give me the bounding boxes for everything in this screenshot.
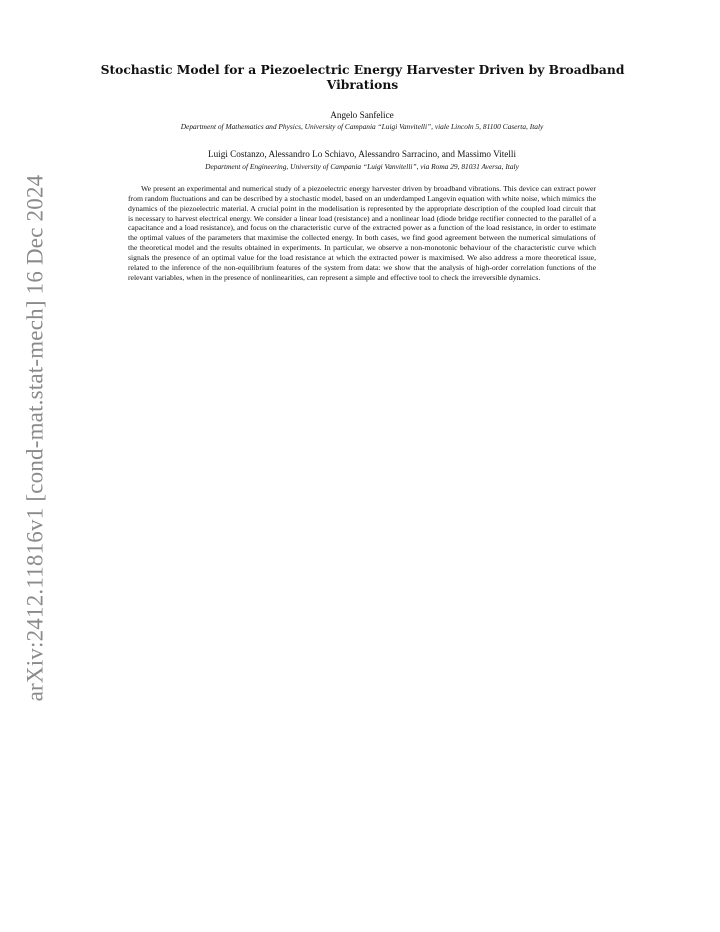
abstract: We present an experimental and numerical study of a piezoelectric energy harvester driven by broadband vibrations. This device can extract power from random fluctuations and can be described by a stochastic model, based on an underdamped Langevin equation with white noise, which mimics the dynamics of the piezoelectric material. A crucial point in the modelisation is represented by the appropriate description of the coupled load circuit that is necessary to harvest electrical energy. We consider a linear load (resistance) and a nonlinear load (diode bridge rectifier connected to the parallel of a capacitance and a load resistance), and focus on the characteristic curve of the extracted power as a function of the load resistance, in order to estimate the optimal values of the parameters that maximise the collected energy. In both cases, we find good agreement between the numerical simulations of the theoretical model and the results obtained in experiments. In particular, we observe a non-monotonic behaviour of the characteristic curve which signals the presence of an optimal value for the load resistance at which the extracted power is maximised. We also address a more theoretical issue, related to the inference of the non-equilibrium features of the system from data: we show that the analysis of high-order correlation functions of the relevant variables, when in the presence of nonlinearities, can represent a simple and effective tool to check the irreversible dynamics. — [128, 184, 596, 282]
affiliation-2: Department of Engineering, University of Campania “Luigi Vanvitelli”, via Roma 29, 81031 Aversa, Italy — [205, 162, 519, 171]
author-group-2: Luigi Costanzo, Alessandro Lo Schiavo, Alessandro Sarracino, and Massimo Vitelli — [207, 149, 517, 159]
author-group-1: Angelo Sanfelice — [330, 110, 394, 120]
arxiv-identifier-stamp — [20, 174, 50, 702]
affiliation-1: Department of Mathematics and Physics, University of Campania “Luigi Vanvitelli”, viale Lincoln 5, 81100 Caserta, Italy — [180, 122, 544, 131]
paper-title: Stochastic Model for a Piezoelectric Energy Harvester Driven by Broadband Vibrations — [100, 62, 625, 92]
arxiv-identifier-text: arXiv:2412.11816v1 [cond-mat.stat-mech] 16 Dec 2024 — [22, 174, 47, 702]
